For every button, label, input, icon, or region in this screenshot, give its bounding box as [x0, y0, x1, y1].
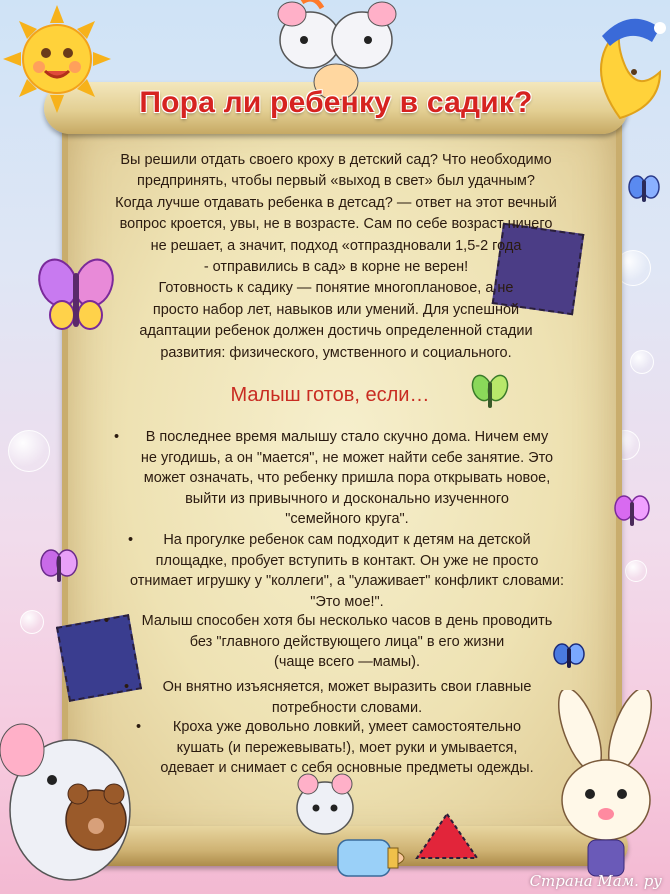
- bullet-point: •: [114, 429, 120, 445]
- page-title: Пора ли ребенку в садик?: [139, 86, 533, 119]
- list-item-line: В последнее время малышу стало скучно дома. Ничем ему: [145, 429, 549, 445]
- list-item-line: кушать (и пережевывать!), моет руки и умывается,: [176, 739, 518, 756]
- intro-line: развития: физического, умственного и социального.: [160, 344, 512, 361]
- intro-line: адаптации ребенок должен достичь определенной стадии: [139, 323, 533, 340]
- list-item: [96, 611, 586, 677]
- list-item-line: не угодишь, а он "мается", не может найти себе занятие. Это: [140, 449, 554, 466]
- butterfly-icon: [38, 546, 80, 588]
- intro-line: не решает, а значит, подход «отпраздновали 1,5-2 года: [150, 237, 522, 254]
- bullet-point: •: [104, 613, 110, 629]
- list-item-line: На прогулке ребенок сам подходит к детям на детской: [163, 532, 531, 548]
- list-item-line: Кроха уже довольно ловкий, умеет самостоятельно: [172, 719, 522, 735]
- red-triangle-patch: [415, 812, 479, 860]
- intro-line: Когда лучше отдавать ребенка в детсад? — ответ на этот вечный: [115, 194, 557, 211]
- list-item-line: без "главного действующего лица" в его жизни: [189, 633, 505, 650]
- list-item-line: площадке, пробует вступить в контакт. Он уже не просто: [155, 552, 539, 569]
- list-item: [96, 530, 586, 611]
- list-item: [96, 677, 586, 717]
- list-item-line: может означать, что ребенку пришла пора открывать новое,: [143, 470, 551, 486]
- intro-line: Готовность к садику — понятие многоплановое, а не: [158, 280, 514, 297]
- watermark: Страна Мам. ру: [529, 872, 662, 890]
- list-item-line: Он внятно изъясняется, может выразить свои главные: [162, 679, 532, 695]
- intro-line: вопрос кроется, увы, не в возрасте. Сам по себе возраст ничего: [119, 216, 553, 233]
- list-item: [96, 427, 586, 530]
- intro-line: предпринять, чтобы первый «выход в свет» был удачным?: [137, 173, 535, 190]
- butterfly-icon: [612, 492, 652, 532]
- intro-line: - отправились в сад» в корне не верен!: [203, 259, 469, 276]
- section-subtitle: Малыш готов, если…: [230, 384, 430, 406]
- list-item-line: "семейного круга".: [285, 511, 409, 527]
- list-item: [96, 717, 586, 781]
- list-item-line: "Это мое!".: [310, 593, 384, 610]
- bubble: [630, 350, 654, 374]
- list-item-line: отнимает игрушку у "коллеги", а "улаживает" конфликт словами:: [129, 573, 565, 589]
- intro-paragraph: [96, 150, 576, 364]
- bullet-point: •: [136, 719, 142, 735]
- bullet-point: •: [124, 679, 130, 695]
- list-item-line: потребности словами.: [271, 699, 423, 716]
- bubble: [8, 430, 50, 472]
- list-item-line: (чаще всего —мамы).: [273, 654, 420, 670]
- list-item-line: Малыш способен хотя бы несколько часов в день проводить: [141, 613, 553, 629]
- intro-line: просто набор лет, навыков или умений. Для успешной: [152, 301, 520, 318]
- readiness-list: [96, 427, 586, 781]
- list-item-line: одевает и снимает с себя основные предметы одежды.: [160, 760, 534, 776]
- bubble: [20, 610, 44, 634]
- butterfly-icon: [626, 172, 662, 208]
- list-item-line: выйти из привычного и досконально изученного: [185, 490, 509, 507]
- bullet-point: •: [128, 532, 134, 548]
- intro-line: Вы решили отдать своего кроху в детский сад? Что необходимо: [120, 152, 552, 168]
- bubble: [625, 560, 647, 582]
